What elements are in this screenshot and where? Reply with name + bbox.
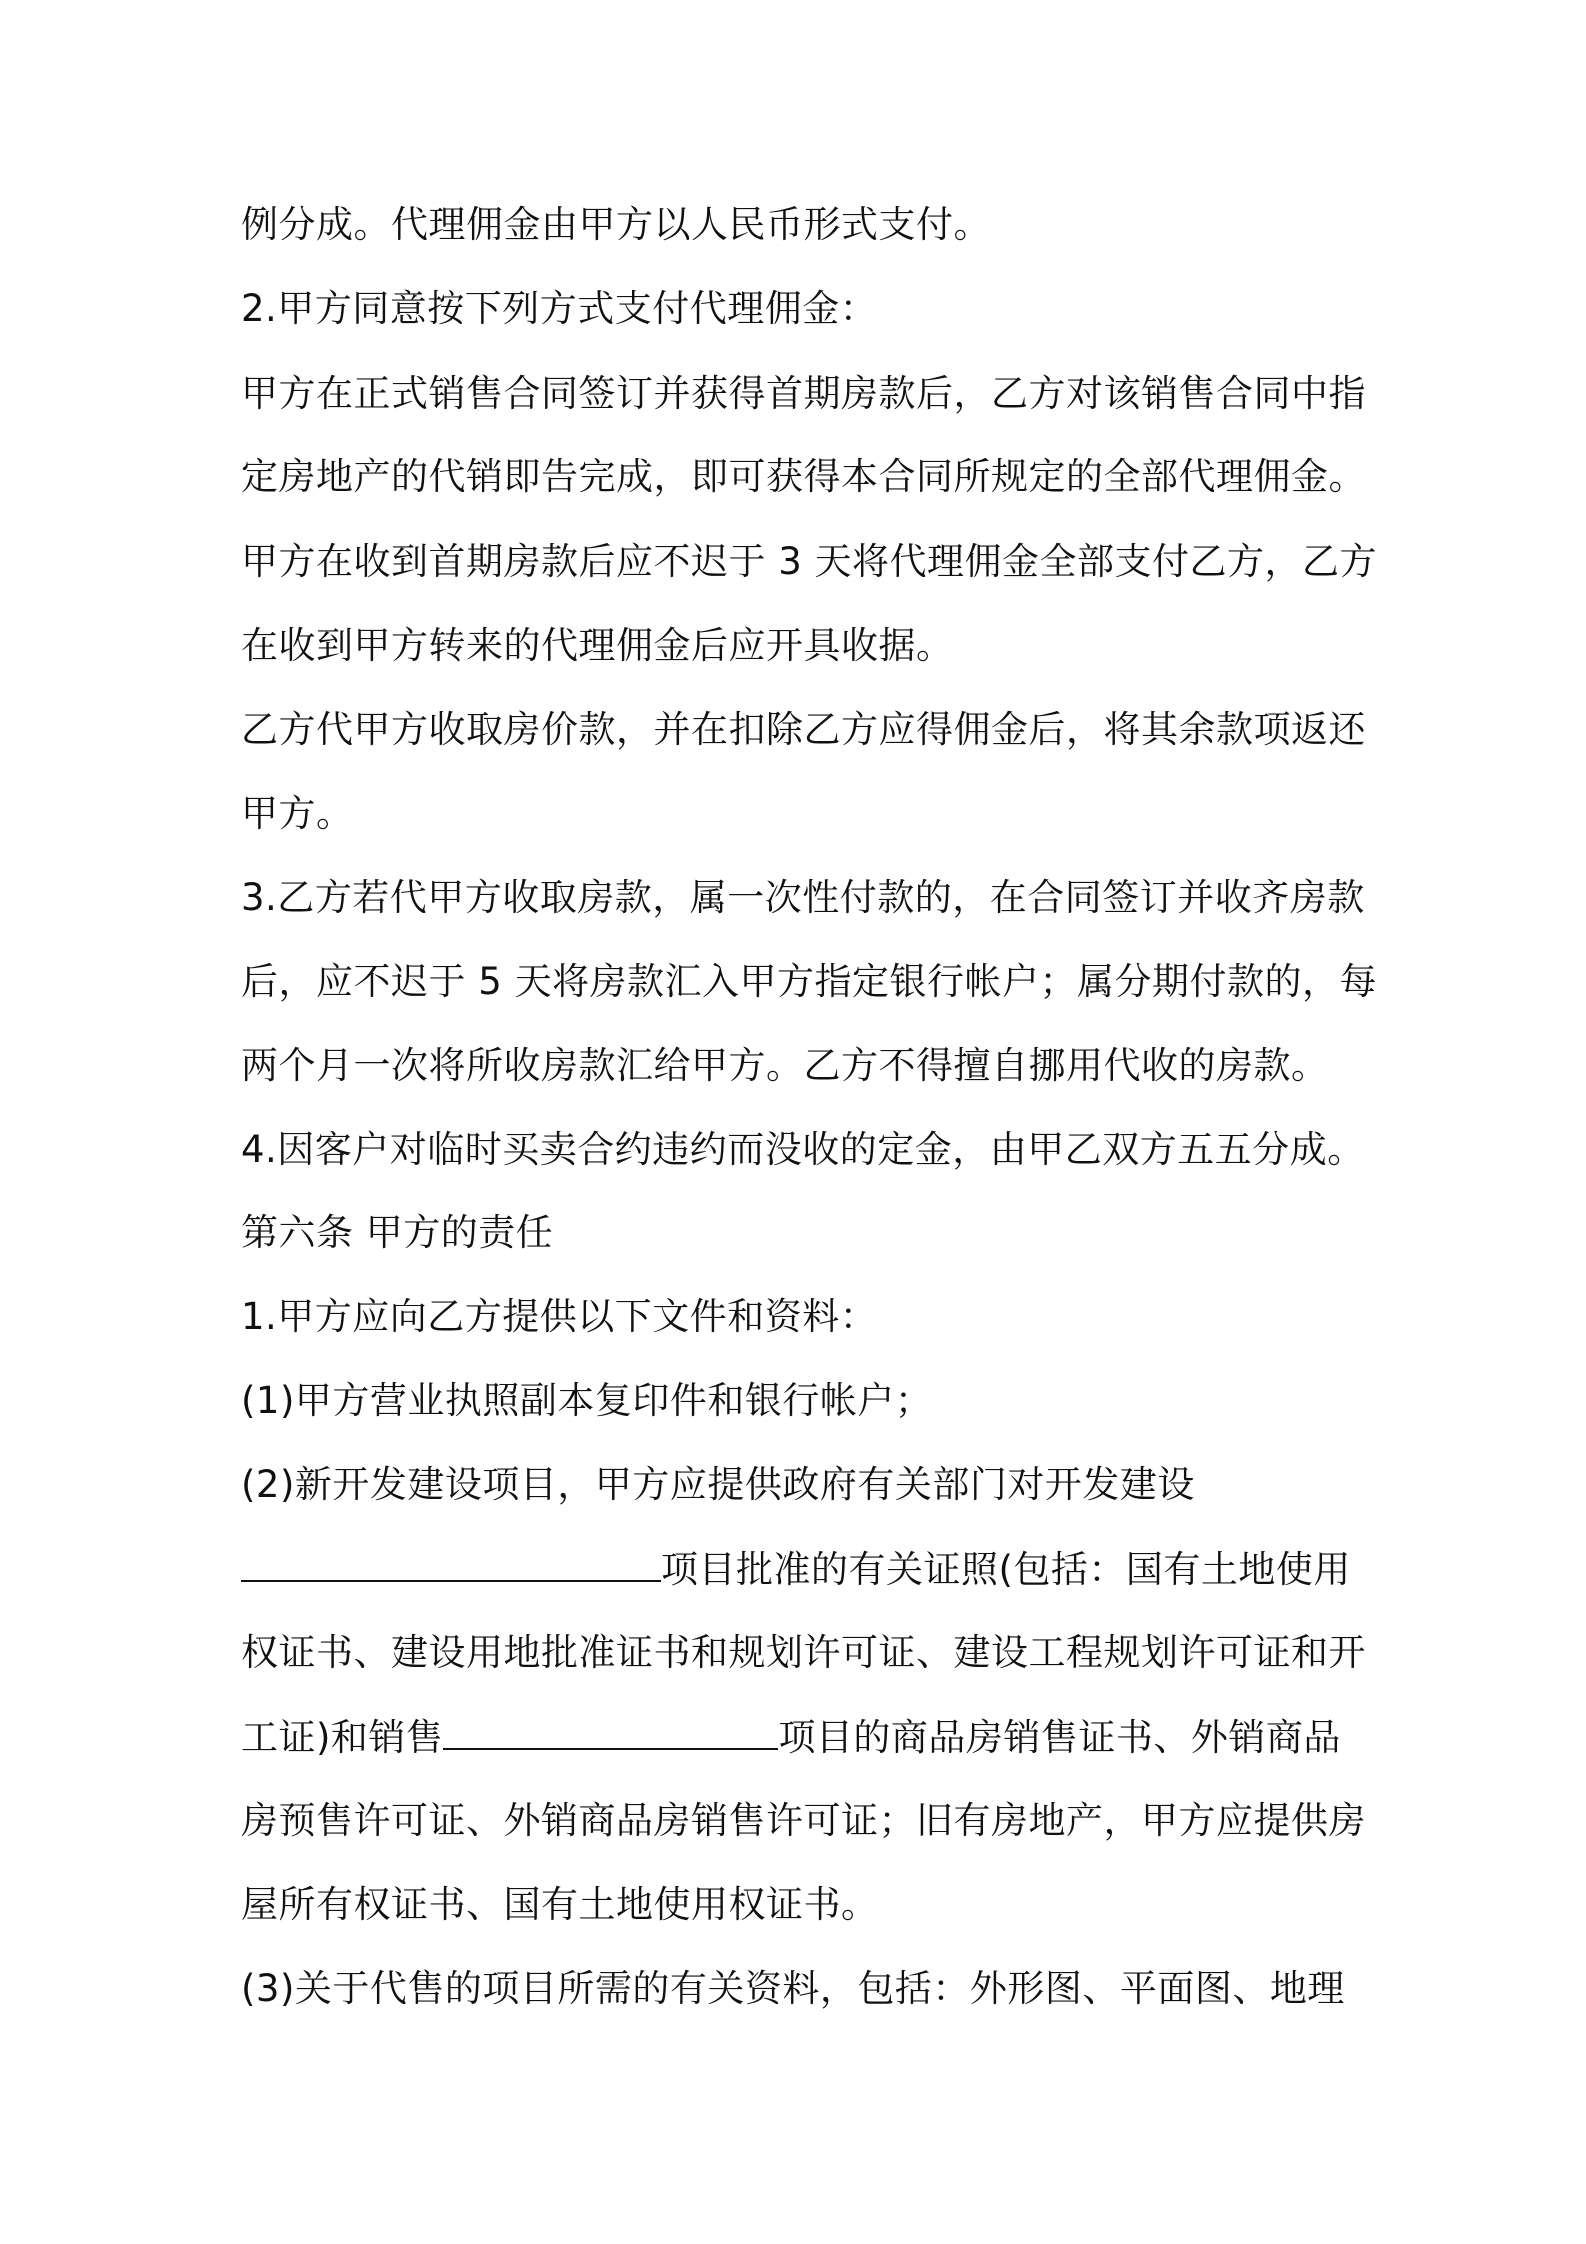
text-line: (2)新开发建设项目，甲方应提供政府有关部门对开发建设 — [241, 1463, 1195, 1506]
text-line: 定房地产的代销即告完成，即可获得本合同所规定的全部代理佣金。 — [241, 455, 1366, 498]
text-line: 甲方。 — [241, 792, 354, 835]
blank-underline — [241, 1544, 661, 1582]
text-line: 在收到甲方转来的代理佣金后应开具收据。 — [241, 624, 954, 667]
text-line: 屋所有权证书、国有土地使用权证书。 — [241, 1883, 879, 1926]
text-line: (1)甲方营业执照副本复印件和银行帐户； — [241, 1379, 933, 1422]
text-line: 两个月一次将所收房款汇给甲方。乙方不得擅自挪用代收的房款。 — [241, 1044, 1329, 1087]
text-line: 2.甲方同意按下列方式支付代理佣金： — [241, 287, 878, 330]
text-line: 例分成。代理佣金由甲方以人民币形式支付。 — [241, 203, 991, 246]
text-line-with-blank — [241, 1544, 1361, 1594]
text-segment: 项目批准的有关证照(包括：国有土地使用 — [661, 1548, 1351, 1591]
blank-underline — [443, 1712, 778, 1750]
section-heading: 第六条 甲方的责任 — [241, 1211, 554, 1254]
text-line: 后，应不迟于 5 天将房款汇入甲方指定银行帐户；属分期付款的，每 — [241, 960, 1378, 1003]
text-line: 4.因客户对临时买卖合约违约而没收的定金，由甲乙双方五五分成。 — [241, 1128, 1365, 1171]
text-line: 权证书、建设用地批准证书和规划许可证、建设工程规划许可证和开 — [241, 1631, 1366, 1674]
text-line: 3.乙方若代甲方收取房款，属一次性付款的，在合同签订并收齐房款 — [241, 876, 1365, 919]
text-line: (3)关于代售的项目所需的有关资料，包括：外形图、平面图、地理 — [241, 1967, 1345, 2010]
text-segment: 项目的商品房销售证书、外销商品 — [778, 1716, 1341, 1759]
text-line-with-blank — [241, 1712, 1361, 1762]
text-line: 甲方在正式销售合同签订并获得首期房款后，乙方对该销售合同中指 — [241, 372, 1366, 415]
text-line: 乙方代甲方收取房价款，并在扣除乙方应得佣金后，将其余款项返还 — [241, 708, 1366, 751]
text-line: 1.甲方应向乙方提供以下文件和资料： — [241, 1295, 878, 1338]
text-segment: 工证)和销售 — [241, 1716, 444, 1759]
text-line: 房预售许可证、外销商品房销售许可证；旧有房地产，甲方应提供房 — [241, 1799, 1366, 1842]
text-line: 甲方在收到首期房款后应不迟于 3 天将代理佣金全部支付乙方，乙方 — [241, 540, 1378, 583]
